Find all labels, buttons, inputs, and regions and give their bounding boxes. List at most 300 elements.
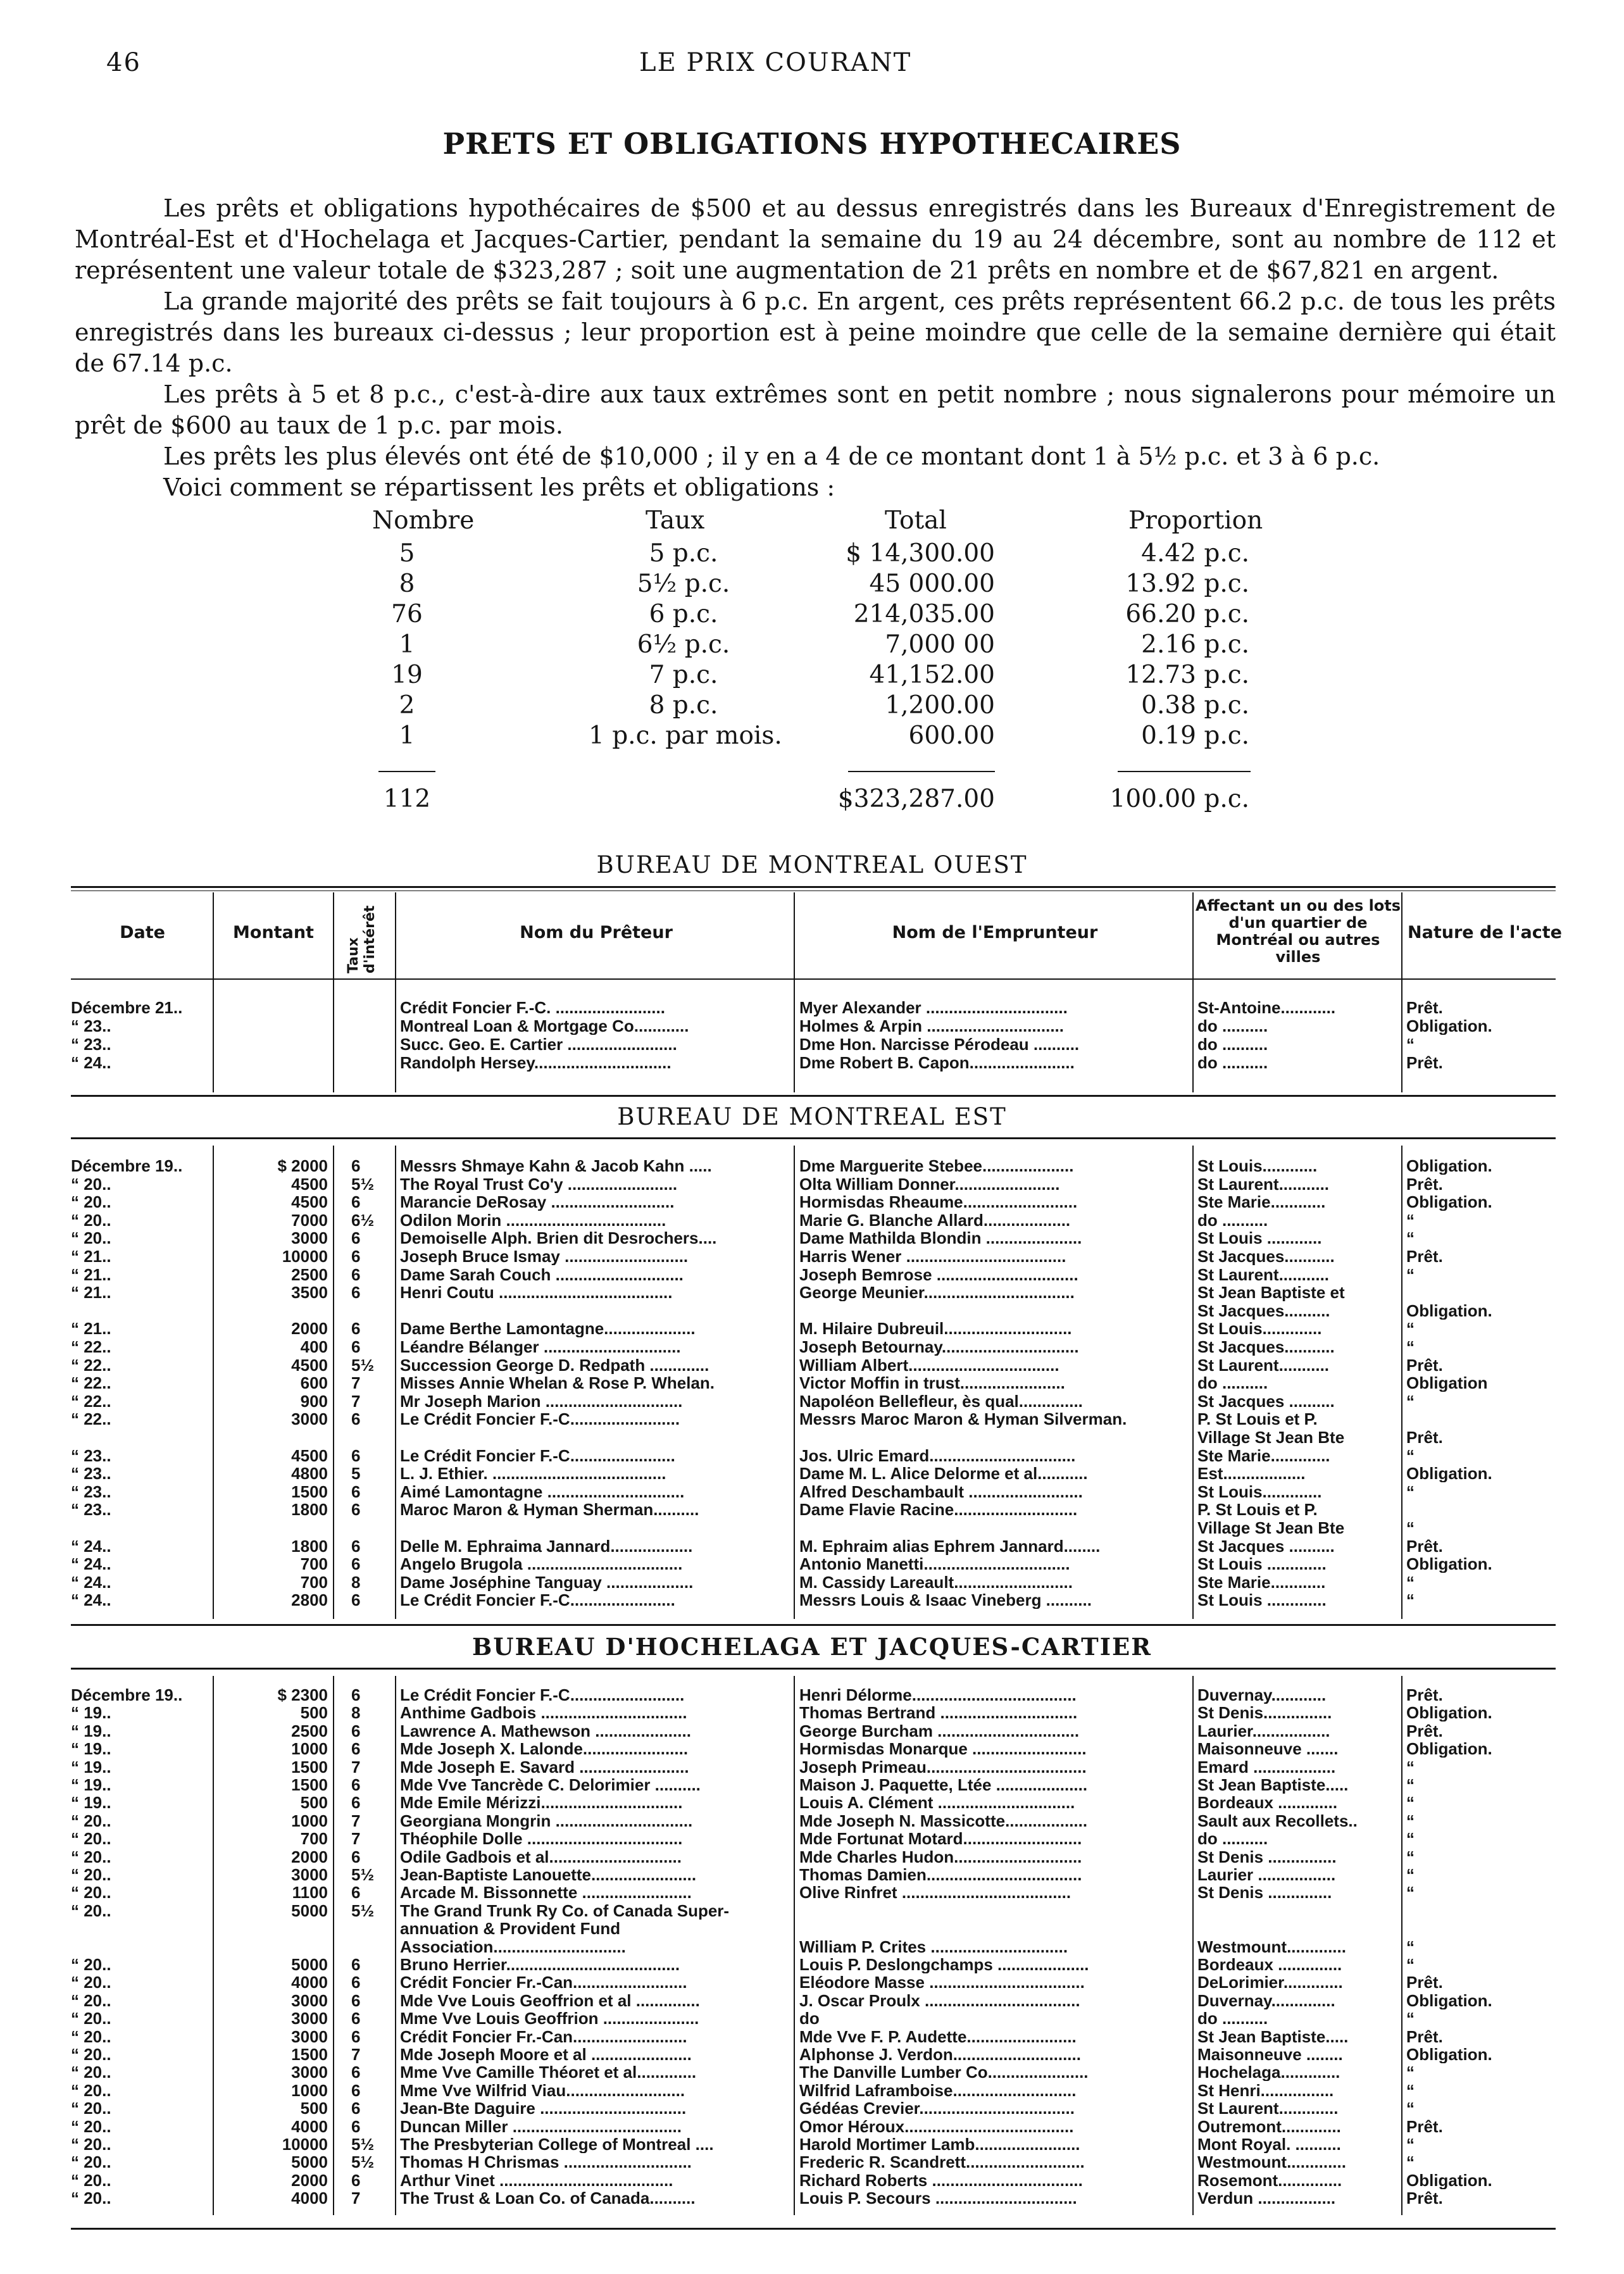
- entry-rate: 7: [351, 1811, 361, 1830]
- entry-date: Décembre 21..: [71, 999, 183, 1016]
- table-row: [0, 1302, 1624, 1320]
- section-title-hochelaga: BUREAU D'HOCHELAGA ET JACQUES-CARTIER: [472, 1633, 1152, 1661]
- entry-lender: Mde Emile Mérizzi...............................: [400, 1794, 683, 1812]
- entry-rate: 6: [351, 1686, 361, 1704]
- entry-lender: Mde Joseph X. Lalonde.......................: [400, 1740, 689, 1758]
- entry-nature: “: [1406, 1794, 1415, 1812]
- entry-borrower: William P. Crites ..............................: [799, 1937, 1068, 1956]
- entry-rate: 6: [351, 1776, 361, 1794]
- entry-amount: 4500: [291, 1446, 328, 1465]
- table-row: [0, 1501, 1624, 1518]
- entry-quarter: Ste Marie............: [1197, 1193, 1326, 1211]
- entry-nature: “: [1406, 1956, 1415, 1973]
- entry-date: “ 24..: [71, 1537, 111, 1555]
- entry-lender: Théophile Dolle ..................................: [400, 1830, 683, 1848]
- entry-quarter: Laurier.................: [1197, 1721, 1330, 1740]
- entry-lender: Crédit Foncier Fr.-Can.........................: [400, 1973, 687, 1992]
- entry-lender: Randolph Hersey..............................: [400, 1054, 671, 1071]
- table-row: [0, 1812, 1624, 1830]
- entry-date: “ 20..: [71, 1211, 111, 1229]
- table-row: [0, 1758, 1624, 1776]
- entry-nature: Obligation.: [1406, 1193, 1492, 1211]
- entry-date: “ 19..: [71, 1740, 111, 1758]
- table-row: [0, 1555, 1624, 1573]
- entry-rate: 7: [351, 1758, 361, 1776]
- section-rule: [71, 1095, 1556, 1097]
- entry-borrower: Henri Délorme....................................: [799, 1686, 1077, 1704]
- summary-total-cell: 214,035.00: [853, 600, 995, 628]
- entry-nature: “: [1406, 1519, 1415, 1537]
- entry-rate: 6: [351, 1721, 361, 1740]
- entry-rate: 7: [351, 1392, 361, 1410]
- entry-borrower: M. Hilaire Dubreuil............................: [799, 1320, 1072, 1338]
- entry-lender: Succ. Geo. E. Cartier ........................: [400, 1035, 677, 1053]
- entry-borrower: Maison J. Paquette, Ltée ....................: [799, 1776, 1088, 1794]
- entry-amount: 2000: [291, 1847, 328, 1866]
- entry-date: “ 20..: [71, 2027, 111, 2046]
- summary-rate-cell: 5 p.c.: [649, 539, 718, 568]
- entry-lender: Le Crédit Foncier F.-C.......................: [400, 1446, 675, 1465]
- entry-borrower: Louis P. Deslongchamps ....................: [799, 1956, 1089, 1973]
- entry-lender: Henri Coutu ......................................: [400, 1284, 673, 1302]
- paragraph: Voici comment se répartissent les prêts et obligations :: [163, 473, 835, 501]
- entry-date: “ 20..: [71, 2099, 111, 2118]
- entry-quarter: Outremont.............: [1197, 2117, 1341, 2135]
- entry-borrower: Eléodore Masse ..................................: [799, 1973, 1085, 1992]
- entry-date: “ 23..: [71, 1482, 111, 1501]
- entry-amount: 4500: [291, 1356, 328, 1374]
- table-row: [0, 1902, 1624, 1920]
- entry-borrower: The Danville Lumber Co......................: [799, 2063, 1089, 2082]
- entry-borrower: Olta William Donner.......................: [799, 1175, 1060, 1193]
- entry-amount: 3000: [291, 2009, 328, 2028]
- table-row: [0, 1573, 1624, 1591]
- entry-lender: Mde Vve Louis Geoffrion et al ..............: [400, 1991, 700, 2009]
- entry-borrower: Harris Wener ...................................: [799, 1247, 1066, 1265]
- entry-date: “ 20..: [71, 2009, 111, 2028]
- entry-rate: 6: [351, 1501, 361, 1519]
- entry-borrower: do: [799, 2009, 820, 2028]
- table-row: [0, 1193, 1624, 1211]
- entry-nature: Prêt.: [1406, 1973, 1443, 1992]
- summary-table: [0, 506, 1624, 823]
- entry-amount: 3000: [291, 1866, 328, 1884]
- entry-borrower: Thomas Damien..................................: [799, 1866, 1082, 1884]
- entry-rate: 6: [351, 1247, 361, 1265]
- entry-borrower: Alfred Deschambault .........................: [799, 1482, 1083, 1501]
- col-header-nature: Nature de l'acte: [1408, 923, 1562, 942]
- entry-rate: 5: [351, 1465, 361, 1483]
- summary-header-total: Total: [885, 506, 947, 535]
- entry-amount: 7000: [291, 1211, 328, 1229]
- entry-quarter: St Louis.............: [1197, 1482, 1322, 1501]
- entry-amount: 4800: [291, 1465, 328, 1483]
- col-header-borrower: Nom de l'Emprunteur: [892, 923, 1098, 942]
- summary-proportion-cell: 12.73 p.c.: [1125, 661, 1249, 689]
- entry-lender: Association.............................: [400, 1937, 626, 1956]
- entry-amount: 3000: [291, 1991, 328, 2009]
- entry-amount: 3000: [291, 2027, 328, 2046]
- summary-rate-cell: 6 p.c.: [649, 600, 718, 628]
- table-row: [0, 1866, 1624, 1884]
- entry-date: “ 20..: [71, 1901, 111, 1920]
- table-row: [0, 1794, 1624, 1811]
- table-row: [0, 2171, 1624, 2189]
- table-row: [0, 1686, 1624, 1704]
- entry-date: “ 19..: [71, 1794, 111, 1812]
- entry-amount: 700: [300, 1573, 328, 1591]
- summary-proportion-cell: 2.16 p.c.: [1141, 630, 1249, 659]
- entry-quarter: Emard ..................: [1197, 1758, 1336, 1776]
- summary-divider-total: [848, 771, 995, 772]
- entry-borrower: Dme Marguerite Stebee....................: [799, 1157, 1074, 1175]
- entry-date: “ 20..: [71, 1847, 111, 1866]
- entry-date: “ 20..: [71, 1866, 111, 1884]
- entry-borrower: Antonio Manetti................................: [799, 1555, 1070, 1573]
- entry-nature: Prêt.: [1406, 1247, 1443, 1265]
- entry-amount: $ 2300: [277, 1686, 328, 1704]
- entry-borrower: Mde Vve F. P. Audette........................: [799, 2027, 1077, 2046]
- entry-borrower: Louis A. Clément ..............................: [799, 1794, 1075, 1812]
- entry-rate: 8: [351, 1704, 361, 1722]
- entry-quarter: do ..........: [1197, 2009, 1268, 2028]
- entry-rate: 6: [351, 2081, 361, 2099]
- article-title: PRETS ET OBLIGATIONS HYPOTHECAIRES: [442, 127, 1182, 161]
- entry-nature: “: [1406, 2099, 1415, 2118]
- entry-borrower: Louis P. Secours ...............................: [799, 2189, 1077, 2208]
- entry-quarter: St Jacques ..........: [1197, 1537, 1335, 1555]
- entry-nature: Prêt.: [1406, 1686, 1443, 1704]
- entry-nature: “: [1406, 2153, 1415, 2171]
- summary-total-amount: $323,287.00: [837, 785, 995, 813]
- entry-nature: “: [1406, 1482, 1415, 1501]
- entry-date: “ 19..: [71, 1776, 111, 1794]
- entry-quarter: St Laurent...........: [1197, 1175, 1330, 1193]
- entry-nature: “: [1406, 1338, 1415, 1356]
- entry-nature: Prêt.: [1406, 1054, 1443, 1071]
- entry-rate: 6: [351, 1284, 361, 1302]
- table-row: [0, 1740, 1624, 1758]
- table-row: [0, 1519, 1624, 1537]
- entry-amount: 1800: [291, 1537, 328, 1555]
- entry-rate: 6: [351, 1320, 361, 1338]
- entry-amount: 5000: [291, 1901, 328, 1920]
- entry-borrower: Wilfrid Laframboise...........................: [799, 2081, 1077, 2099]
- entry-rate: 6: [351, 2063, 361, 2082]
- summary-proportion-cell: 0.19 p.c.: [1141, 722, 1249, 750]
- table-row: [0, 2153, 1624, 2171]
- entry-rate: 5½: [351, 1175, 375, 1193]
- entry-amount: 4000: [291, 2117, 328, 2135]
- entry-rate: 6: [351, 1157, 361, 1175]
- table-row: [0, 1776, 1624, 1794]
- entry-quarter: Bordeaux .............: [1197, 1794, 1338, 1812]
- entry-rate: 6: [351, 1338, 361, 1356]
- entry-rate: 6: [351, 1973, 361, 1992]
- entry-lender: Mme Vve Louis Geoffrion .....................: [400, 2009, 699, 2028]
- summary-count-cell: 19: [391, 661, 423, 689]
- entry-amount: 500: [300, 1794, 328, 1812]
- summary-proportion-cell: 4.42 p.c.: [1141, 539, 1249, 568]
- col-header-lender: Nom du Prêteur: [520, 923, 673, 942]
- entry-nature: Prêt.: [1406, 1537, 1443, 1555]
- entry-quarter: do ..........: [1197, 1374, 1268, 1392]
- entry-nature: Prêt.: [1406, 1175, 1443, 1193]
- entry-date: “ 20..: [71, 2063, 111, 2082]
- entry-borrower: Harold Mortimer Lamb.......................: [799, 2135, 1080, 2153]
- entry-borrower: Hormisdas Monarque .........................: [799, 1740, 1087, 1758]
- entry-nature: Obligation: [1406, 1374, 1488, 1392]
- entry-quarter: P. St Louis et P.: [1197, 1410, 1318, 1428]
- summary-total-cell: 1,200.00: [885, 691, 995, 720]
- entry-lender: Thomas H Chrismas ............................: [400, 2153, 692, 2171]
- entry-nature: Prêt.: [1406, 2189, 1443, 2208]
- entry-lender: Misses Annie Whelan & Rose P. Whelan.: [400, 1374, 715, 1392]
- entry-borrower: Frederic R. Scandrett..........................: [799, 2153, 1085, 2171]
- entry-borrower: J. Oscar Proulx ..................................: [799, 1991, 1080, 2009]
- entry-borrower: Holmes & Arpin ..............................: [799, 1017, 1064, 1035]
- entry-quarter: St Laurent...........: [1197, 1356, 1330, 1374]
- entry-lender: Jean-Baptiste Lanouette.......................: [400, 1866, 697, 1884]
- entry-quarter: St Jacques...........: [1197, 1338, 1335, 1356]
- table-top-rule-2: [71, 890, 1556, 891]
- entry-rate: 6: [351, 1591, 361, 1609]
- entry-rate: 6: [351, 2027, 361, 2046]
- table-row: [0, 2118, 1624, 2135]
- summary-rate-cell: 1 p.c. par mois.: [589, 722, 782, 750]
- entry-quarter: Maisonneuve .......: [1197, 1740, 1339, 1758]
- entry-nature: Obligation.: [1406, 1555, 1492, 1573]
- entry-quarter: Hochelaga.............: [1197, 2063, 1340, 2082]
- entry-lender: The Royal Trust Co'y ........................: [400, 1175, 678, 1193]
- entry-lender: Léandre Bélanger ..............................: [400, 1338, 681, 1356]
- entry-amount: 3000: [291, 1229, 328, 1247]
- entry-borrower: Mde Joseph N. Massicotte..................: [799, 1811, 1088, 1830]
- table-row: [0, 1591, 1624, 1609]
- entry-lender: Duncan Miller .....................................: [400, 2117, 682, 2135]
- table-row: [0, 1356, 1624, 1374]
- entry-quarter: St Louis .............: [1197, 1555, 1327, 1573]
- table-row: [0, 2028, 1624, 2046]
- entry-date: “ 20..: [71, 1229, 111, 1247]
- entry-quarter: St Henri................: [1197, 2081, 1334, 2099]
- entry-quarter: Verdun .................: [1197, 2189, 1336, 2208]
- table-row: [0, 1374, 1624, 1392]
- table-row: [0, 1956, 1624, 1973]
- entry-quarter: St Louis............: [1197, 1157, 1318, 1175]
- entry-rate: 6: [351, 1794, 361, 1812]
- entry-lender: Le Crédit Foncier F.-C........................: [400, 1410, 680, 1428]
- table-row: [0, 1035, 1624, 1053]
- summary-count-cell: 5: [399, 539, 415, 568]
- entry-amount: 500: [300, 2099, 328, 2118]
- entry-quarter: St Jean Baptiste.....: [1197, 2027, 1349, 2046]
- entry-lender: Montreal Loan & Mortgage Co............: [400, 1017, 689, 1035]
- summary-header-count: Nombre: [372, 506, 475, 535]
- entry-amount: 5000: [291, 2153, 328, 2171]
- entry-borrower: Richard Roberts .................................: [799, 2171, 1083, 2189]
- entry-amount: 3500: [291, 1284, 328, 1302]
- entry-date: “ 23..: [71, 1035, 111, 1053]
- entry-amount: 900: [300, 1392, 328, 1410]
- entry-borrower: William Albert.................................: [799, 1356, 1059, 1374]
- table-row: [0, 2099, 1624, 2117]
- entry-lender: Angelo Brugola ..................................: [400, 1555, 683, 1573]
- summary-header-rate: Taux: [646, 506, 705, 535]
- summary-rate-cell: 6½ p.c.: [637, 630, 730, 659]
- entry-amount: 4500: [291, 1193, 328, 1211]
- entry-lender: Bruno Herrier......................................: [400, 1956, 680, 1973]
- summary-proportion-cell: 13.92 p.c.: [1125, 570, 1249, 598]
- entry-date: “ 21..: [71, 1247, 111, 1265]
- entry-amount: 1000: [291, 1811, 328, 1830]
- entry-quarter: Village St Jean Bte: [1197, 1428, 1345, 1446]
- table-row: [0, 2009, 1624, 2027]
- journal-title: LE PRIX COURANT: [639, 48, 912, 77]
- entry-quarter: Est..................: [1197, 1465, 1306, 1483]
- entry-nature: “: [1406, 1866, 1415, 1884]
- entry-nature: “: [1406, 1573, 1415, 1591]
- entry-date: “ 22..: [71, 1356, 111, 1374]
- entry-quarter: do ..........: [1197, 1054, 1268, 1071]
- entry-date: “ 19..: [71, 1721, 111, 1740]
- entry-amount: 3000: [291, 2063, 328, 2082]
- entry-lender: Joseph Bruce Ismay ...........................: [400, 1247, 689, 1265]
- entry-nature: Prêt.: [1406, 999, 1443, 1016]
- table-row: [0, 2046, 1624, 2063]
- entry-date: “ 20..: [71, 1991, 111, 2009]
- entry-amount: 600: [300, 1374, 328, 1392]
- entry-rate: 6: [351, 1537, 361, 1555]
- table-row: [0, 999, 1624, 1016]
- entry-amount: 1500: [291, 1758, 328, 1776]
- col-header-date: Date: [120, 923, 165, 942]
- table-row: [0, 1392, 1624, 1410]
- entry-nature: “: [1406, 1776, 1415, 1794]
- table-row: [0, 1483, 1624, 1501]
- col-header-rate: Taux d'intérêt: [346, 905, 378, 973]
- entry-rate: 6: [351, 1410, 361, 1428]
- summary-proportion-cell: 66.20 p.c.: [1125, 600, 1249, 628]
- entry-rate: 6: [351, 1193, 361, 1211]
- entry-lender: Delle M. Ephraima Jannard..................: [400, 1537, 693, 1555]
- entry-borrower: Napoléon Bellefleur, ès qual..............: [799, 1392, 1083, 1410]
- entry-date: “ 20..: [71, 1956, 111, 1973]
- entry-borrower: Jos. Ulric Emard................................: [799, 1446, 1076, 1465]
- paragraph: La grande majorité des prêts se fait toujours à 6 p.c. En argent, ces prêts représentent 66.2 p.c. de tous les prêts enregistrés dans les bureaux ci-dessus ; leur proportion est à peine moindre que celle de la semaine dernière qui était de 67.14 p.c.: [75, 287, 1556, 377]
- entry-rate: 7: [351, 1374, 361, 1392]
- table-row: [0, 1973, 1624, 1991]
- entry-nature: Obligation.: [1406, 1017, 1492, 1035]
- entry-nature: “: [1406, 1265, 1415, 1284]
- section-rule: [71, 1668, 1556, 1670]
- summary-total-count: 112: [383, 785, 431, 813]
- entry-rate: 6: [351, 1265, 361, 1284]
- table-header-rule: [71, 978, 1556, 980]
- entry-rate: 5½: [351, 1356, 375, 1374]
- entry-date: “ 21..: [71, 1320, 111, 1338]
- entry-lender: Anthime Gadbois ................................: [400, 1704, 687, 1722]
- entry-borrower: Victor Moffin in trust.......................: [799, 1374, 1065, 1392]
- entry-nature: “: [1406, 1884, 1415, 1902]
- entry-amount: 3000: [291, 1410, 328, 1428]
- table-row: [0, 1447, 1624, 1465]
- entry-amount: 1100: [292, 1884, 328, 1902]
- table-row: [0, 1938, 1624, 1956]
- entry-lender: Mde Joseph E. Savard ........................: [400, 1758, 689, 1776]
- entry-quarter: Duvernay..............: [1197, 1991, 1335, 2009]
- entry-borrower: Dame Mathilda Blondin .....................: [799, 1229, 1082, 1247]
- entry-rate: 6: [351, 2009, 361, 2028]
- entry-quarter: Ste Marie............: [1197, 1573, 1326, 1591]
- entry-quarter: St Jean Baptiste.....: [1197, 1776, 1349, 1794]
- entry-date: “ 24..: [71, 1555, 111, 1573]
- entry-amount: 2000: [291, 2171, 328, 2189]
- table-row: [0, 2189, 1624, 2207]
- entry-amount: 1800: [291, 1501, 328, 1519]
- entry-quarter: St Laurent.............: [1197, 2099, 1339, 2118]
- entry-nature: Prêt.: [1406, 1356, 1443, 1374]
- entry-nature: Obligation.: [1406, 1740, 1492, 1758]
- entry-nature: Obligation.: [1406, 1991, 1492, 2009]
- entry-lender: Crédit Foncier F.-C. ........................: [400, 999, 665, 1016]
- entry-date: “ 20..: [71, 2081, 111, 2099]
- entry-date: “ 23..: [71, 1017, 111, 1035]
- entry-quarter: Rosemont..............: [1197, 2171, 1342, 2189]
- entry-nature: Prêt.: [1406, 1428, 1443, 1446]
- entry-lender: Georgiana Mongrin ..............................: [400, 1811, 693, 1830]
- summary-count-cell: 76: [391, 600, 423, 628]
- summary-total-cell: 41,152.00: [869, 661, 995, 689]
- entry-date: “ 20..: [71, 2117, 111, 2135]
- table-row: [0, 1410, 1624, 1428]
- entry-rate: 6: [351, 1446, 361, 1465]
- table-row: [0, 1722, 1624, 1740]
- table-row: [0, 1017, 1624, 1035]
- entry-borrower: Thomas Bertrand ..............................: [799, 1704, 1078, 1722]
- entry-date: “ 22..: [71, 1374, 111, 1392]
- summary-rate-cell: 7 p.c.: [649, 661, 718, 689]
- entry-quarter: do ..........: [1197, 1211, 1268, 1229]
- entry-borrower: M. Ephraim alias Ephrem Jannard........: [799, 1537, 1101, 1555]
- entry-borrower: M. Cassidy Lareault..........................: [799, 1573, 1073, 1591]
- entry-quarter: St Denis ...............: [1197, 1847, 1337, 1866]
- table-row: [0, 2063, 1624, 2081]
- entry-date: “ 19..: [71, 1704, 111, 1722]
- entry-quarter: do ..........: [1197, 1035, 1268, 1053]
- entry-nature: Obligation.: [1406, 1157, 1492, 1175]
- table-row: [0, 1175, 1624, 1193]
- entry-amount: 1500: [291, 1482, 328, 1501]
- entry-lender: Aimé Lamontagne ..............................: [400, 1482, 685, 1501]
- paragraph: Les prêts les plus élevés ont été de $10,000 ; il y en a 4 de ce montant dont 1 à 5½ p.c. et 3 à 6 p.c.: [163, 442, 1380, 470]
- entry-quarter: St Louis ............: [1197, 1229, 1322, 1247]
- entry-rate: 7: [351, 2046, 361, 2063]
- entry-nature: “: [1406, 1211, 1415, 1229]
- table-row: [0, 1211, 1624, 1229]
- summary-total-cell: $ 14,300.00: [846, 539, 995, 568]
- summary-count-cell: 2: [399, 691, 415, 720]
- summary-count-cell: 8: [399, 570, 415, 598]
- entry-date: “ 23..: [71, 1446, 111, 1465]
- entry-lender: Mme Vve Wilfrid Viau..........................: [400, 2081, 685, 2099]
- entry-date: “ 22..: [71, 1392, 111, 1410]
- entry-rate: 6: [351, 1229, 361, 1247]
- entry-date: “ 20..: [71, 1811, 111, 1830]
- summary-rate-cell: 8 p.c.: [649, 691, 718, 720]
- entry-lender: Marancie DeRosay ...........................: [400, 1193, 675, 1211]
- entry-date: “ 24..: [71, 1573, 111, 1591]
